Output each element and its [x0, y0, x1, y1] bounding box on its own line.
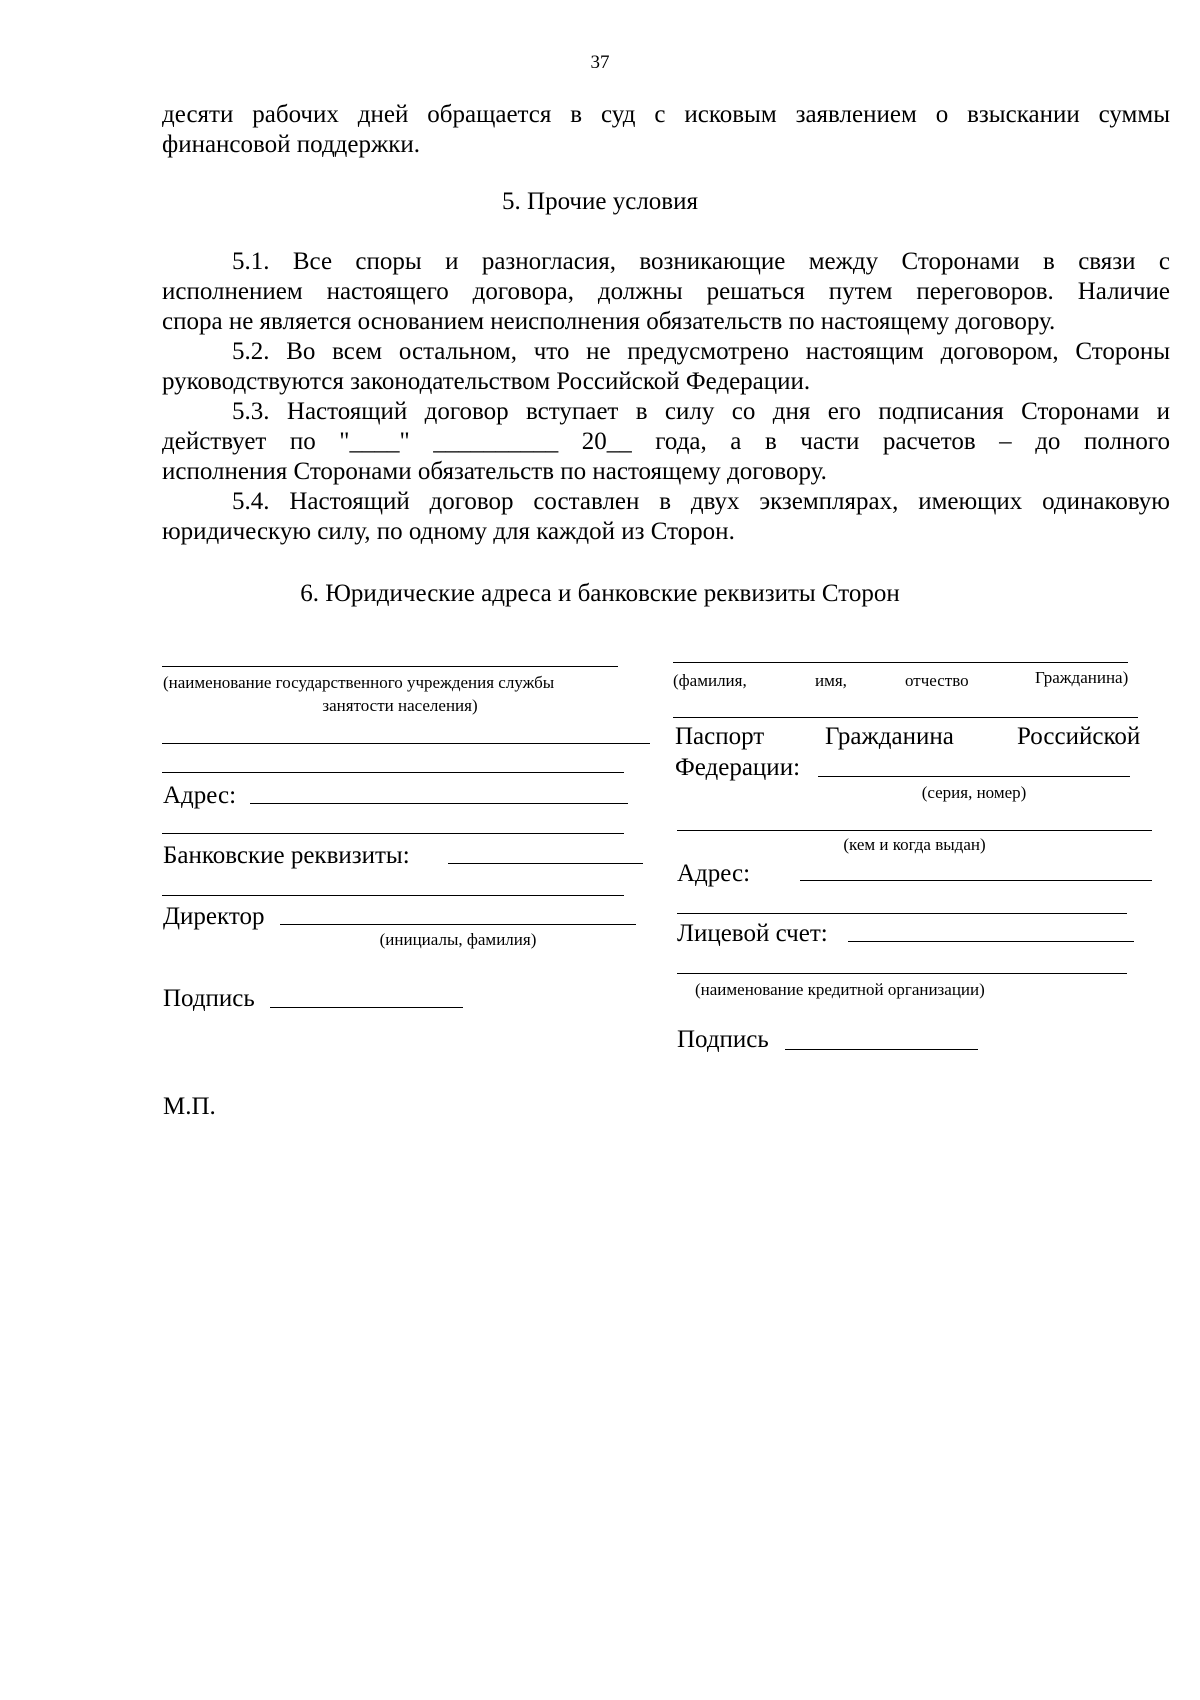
- citizen-name-line-2[interactable]: [673, 717, 1138, 718]
- passport-label: Паспорт: [675, 723, 765, 750]
- clause-5-4-line-2: юридическую силу, по одному для каждой из Сторон.: [162, 518, 735, 545]
- director-caption: (инициалы, фамилия): [379, 930, 537, 949]
- credit-org-field[interactable]: [677, 973, 1127, 974]
- credit-org-caption: (наименование кредитной организации): [695, 980, 985, 999]
- caption-patronymic: отчество: [905, 671, 969, 690]
- right-address-label: Адрес:: [677, 860, 751, 887]
- section-5-title: 5. Прочие условия: [502, 188, 698, 215]
- left-signature-label: Подпись: [163, 985, 255, 1012]
- right-signature-label: Подпись: [677, 1026, 769, 1053]
- institution-name-field[interactable]: [162, 666, 618, 667]
- left-address-label: Адрес:: [163, 782, 237, 809]
- intro-line-1: десяти рабочих дней обращается в суд с исковым заявлением о взыскании суммы: [162, 101, 1170, 128]
- bank-details-field[interactable]: [448, 863, 643, 864]
- right-signature-field[interactable]: [785, 1049, 978, 1050]
- right-address-field[interactable]: [800, 880, 1152, 881]
- caption-surname: (фамилия,: [673, 671, 747, 690]
- clause-5-1-line-3: спора не является основанием неисполнения обязательств по настоящему договору.: [162, 308, 1056, 335]
- clause-5-4-line-1: 5.4. Настоящий договор составлен в двух экземплярах, имеющих одинаковую: [232, 488, 1170, 515]
- caption-citizen: Гражданина): [1035, 668, 1129, 687]
- passport-issued-field[interactable]: [677, 830, 1152, 831]
- clause-5-3-line-3: исполнения Сторонами обязательств по настоящему договору.: [162, 458, 827, 485]
- bank-details-line-2[interactable]: [162, 895, 624, 896]
- account-label: Лицевой счет:: [677, 920, 828, 947]
- left-signature-field[interactable]: [270, 1007, 463, 1008]
- bank-details-label: Банковские реквизиты:: [163, 842, 410, 869]
- left-address-line-2[interactable]: [162, 833, 624, 834]
- clause-5-2-line-2: руководствуются законодательством Российской Федерации.: [162, 368, 811, 395]
- issued-by-caption: (кем и когда выдан): [843, 835, 986, 854]
- clause-5-1-line-2: исполнением настоящего договора, должны решаться путем переговоров. Наличие: [162, 278, 1170, 305]
- passport-number-field[interactable]: [818, 776, 1130, 777]
- clause-5-2-line-1: 5.2. Во всем остальном, что не предусмотрено настоящим договором, Стороны: [232, 338, 1170, 365]
- passport-citizen-word: Гражданина: [825, 723, 954, 750]
- caption-name: имя,: [815, 671, 847, 690]
- account-field[interactable]: [848, 941, 1134, 942]
- series-number-caption: (серия, номер): [921, 783, 1027, 802]
- seal-label: М.П.: [163, 1093, 216, 1120]
- section-6-title: 6. Юридические адреса и банковские реквизиты Сторон: [300, 580, 900, 607]
- page-number: 37: [590, 52, 610, 73]
- federation-label: Федерации:: [675, 754, 801, 781]
- institution-caption: (наименование государственного учреждения службы: [163, 673, 555, 692]
- clause-5-3-line-1: 5.3. Настоящий договор вступает в силу со дня его подписания Сторонами и: [232, 398, 1170, 425]
- director-label: Директор: [163, 903, 265, 930]
- intro-line-2: финансовой поддержки.: [162, 131, 421, 158]
- director-field[interactable]: [280, 924, 636, 925]
- institution-name-line-2[interactable]: [162, 743, 650, 744]
- clause-5-3-line-2: действует по "____" __________ 20__ года, а в части расчетов – до полного: [162, 428, 1170, 455]
- passport-russian-word: Российской: [1017, 723, 1141, 750]
- institution-caption-2: занятости населения): [322, 696, 478, 715]
- institution-name-line-3[interactable]: [162, 772, 624, 773]
- citizen-name-field[interactable]: [673, 662, 1128, 663]
- clause-5-1-line-1: 5.1. Все споры и разногласия, возникающие между Сторонами в связи с: [232, 248, 1170, 275]
- right-address-line-2[interactable]: [677, 913, 1127, 914]
- left-address-field[interactable]: [250, 803, 628, 804]
